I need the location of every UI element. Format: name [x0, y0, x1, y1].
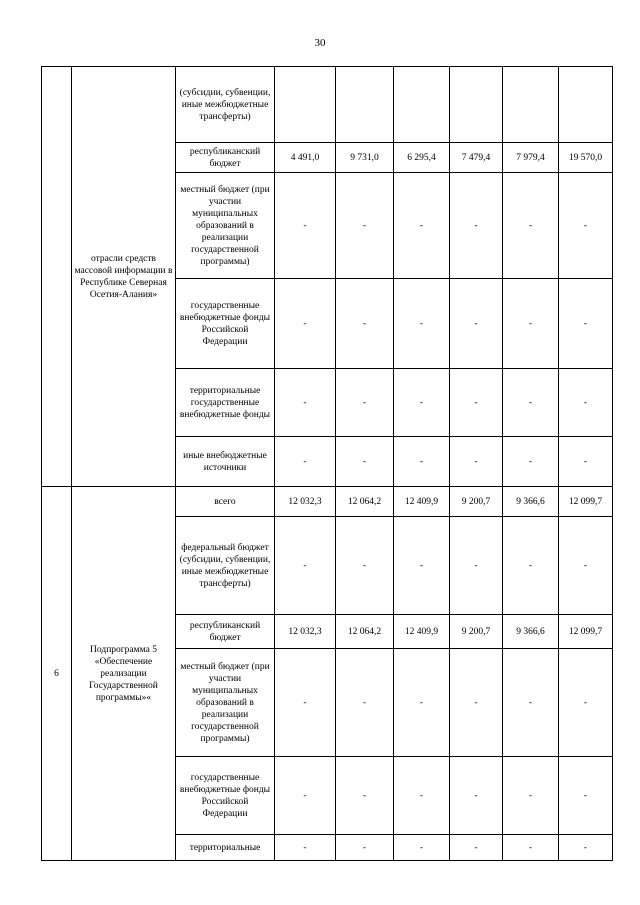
- amount-cell: 7 479,4: [450, 143, 503, 173]
- amount-cell: 12 064,2: [336, 615, 394, 649]
- amount-cell: 19 570,0: [559, 143, 613, 173]
- amount-cell: [275, 67, 336, 143]
- amount-cell: -: [275, 517, 336, 615]
- amount-cell: -: [503, 757, 559, 835]
- amount-cell: -: [503, 437, 559, 487]
- amount-cell: -: [275, 835, 336, 861]
- amount-cell: 9 731,0: [336, 143, 394, 173]
- budget-table: [41, 66, 613, 861]
- amount-cell: -: [503, 835, 559, 861]
- amount-cell: -: [275, 437, 336, 487]
- amount-cell: -: [336, 279, 394, 369]
- amount-cell: 12 032,3: [275, 487, 336, 517]
- amount-cell: -: [559, 173, 613, 279]
- amount-cell: -: [336, 757, 394, 835]
- budget-table-body: [42, 67, 613, 861]
- funding-source: местный бюджет (при участии муниципальных образований в реализации государственной программы): [176, 649, 275, 757]
- amount-cell: [559, 67, 613, 143]
- amount-cell: -: [394, 369, 450, 437]
- amount-cell: 6 295,4: [394, 143, 450, 173]
- amount-cell: 12 064,2: [336, 487, 394, 517]
- table-row: [42, 487, 613, 517]
- program-name: Подпрограмма 5 «Обеспечение реализации Государственной программы»«: [72, 487, 176, 861]
- funding-source: республиканский бюджет: [176, 615, 275, 649]
- funding-source: государственные внебюджетные фонды Российской Федерации: [176, 279, 275, 369]
- amount-cell: -: [450, 369, 503, 437]
- funding-source: территориальные государственные внебюджетные фонды: [176, 369, 275, 437]
- amount-cell: -: [559, 279, 613, 369]
- row-number: [42, 67, 72, 487]
- amount-cell: -: [336, 437, 394, 487]
- funding-source: республиканский бюджет: [176, 143, 275, 173]
- amount-cell: -: [450, 757, 503, 835]
- amount-cell: -: [336, 173, 394, 279]
- amount-cell: -: [275, 279, 336, 369]
- amount-cell: -: [275, 649, 336, 757]
- funding-source: федеральный бюджет (субсидии, субвенции, иные межбюджетные трансферты): [176, 517, 275, 615]
- amount-cell: -: [275, 173, 336, 279]
- amount-cell: -: [450, 279, 503, 369]
- amount-cell: -: [394, 649, 450, 757]
- amount-cell: -: [275, 369, 336, 437]
- program-name: отрасли средств массовой информации в Республике Северная Осетия-Алания»: [72, 67, 176, 487]
- amount-cell: -: [394, 173, 450, 279]
- amount-cell: -: [559, 649, 613, 757]
- funding-source: (субсидии, субвенции, иные межбюджетные трансферты): [176, 67, 275, 143]
- amount-cell: -: [450, 835, 503, 861]
- amount-cell: -: [503, 517, 559, 615]
- amount-cell: 9 200,7: [450, 615, 503, 649]
- amount-cell: -: [559, 757, 613, 835]
- amount-cell: -: [394, 757, 450, 835]
- amount-cell: 9 366,6: [503, 615, 559, 649]
- amount-cell: 12 409,9: [394, 615, 450, 649]
- amount-cell: -: [336, 369, 394, 437]
- amount-cell: [503, 67, 559, 143]
- row-number: 6: [42, 487, 72, 861]
- amount-cell: -: [450, 437, 503, 487]
- funding-source: всего: [176, 487, 275, 517]
- amount-cell: -: [559, 369, 613, 437]
- amount-cell: [336, 67, 394, 143]
- amount-cell: -: [450, 517, 503, 615]
- amount-cell: 12 099,7: [559, 615, 613, 649]
- amount-cell: -: [336, 835, 394, 861]
- page-number: 30: [314, 37, 326, 49]
- amount-cell: -: [394, 517, 450, 615]
- amount-cell: 12 099,7: [559, 487, 613, 517]
- funding-source: иные внебюджетные источники: [176, 437, 275, 487]
- amount-cell: -: [559, 437, 613, 487]
- amount-cell: 9 366,6: [503, 487, 559, 517]
- amount-cell: [450, 67, 503, 143]
- amount-cell: -: [503, 369, 559, 437]
- amount-cell: [394, 67, 450, 143]
- amount-cell: -: [394, 437, 450, 487]
- table-row: [42, 67, 613, 143]
- amount-cell: 12 409,9: [394, 487, 450, 517]
- amount-cell: 7 979,4: [503, 143, 559, 173]
- amount-cell: -: [394, 279, 450, 369]
- amount-cell: -: [336, 517, 394, 615]
- amount-cell: 9 200,7: [450, 487, 503, 517]
- funding-source: государственные внебюджетные фонды Российской Федерации: [176, 757, 275, 835]
- amount-cell: -: [336, 649, 394, 757]
- funding-source: местный бюджет (при участии муниципальных образований в реализации государственной программы): [176, 173, 275, 279]
- amount-cell: -: [559, 835, 613, 861]
- amount-cell: -: [450, 649, 503, 757]
- amount-cell: -: [450, 173, 503, 279]
- amount-cell: -: [503, 649, 559, 757]
- amount-cell: 12 032,3: [275, 615, 336, 649]
- amount-cell: -: [503, 279, 559, 369]
- amount-cell: -: [275, 757, 336, 835]
- funding-source: территориальные: [176, 835, 275, 861]
- amount-cell: -: [394, 835, 450, 861]
- amount-cell: -: [559, 517, 613, 615]
- amount-cell: 4 491,0: [275, 143, 336, 173]
- amount-cell: -: [503, 173, 559, 279]
